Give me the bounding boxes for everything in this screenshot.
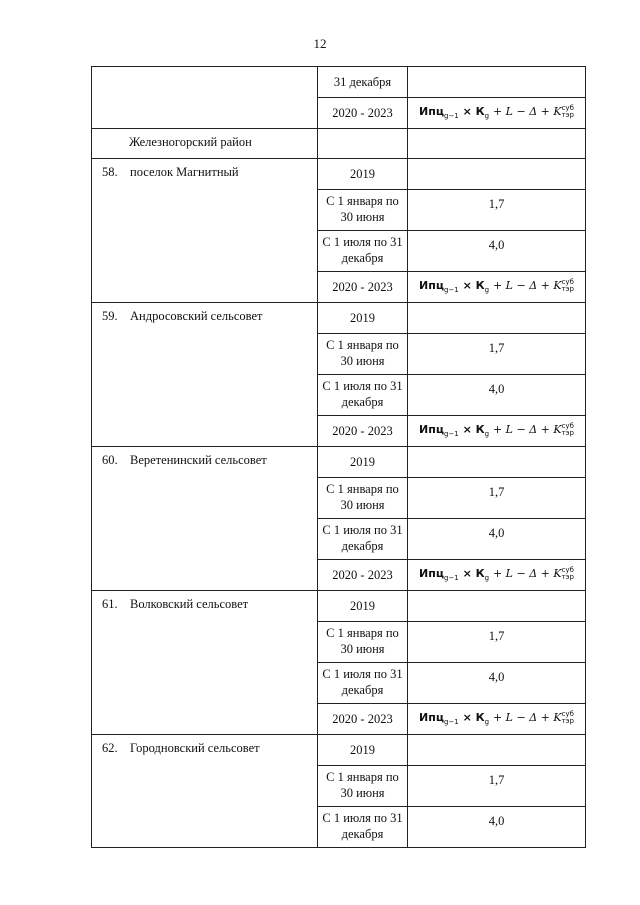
- period-cell: 2020 - 2023: [318, 704, 408, 735]
- formula-ipc: Ипц: [419, 711, 444, 724]
- formula-rest: + L − Δ + K: [492, 105, 562, 118]
- value-cell: 4,0: [408, 231, 586, 272]
- settlement-number: 58.: [102, 165, 118, 179]
- value-cell: [408, 303, 586, 334]
- settlement-cell: [92, 735, 318, 848]
- formula-ipc: Ипц: [419, 567, 444, 580]
- period-cell: 2019: [318, 735, 408, 766]
- formula-k: К: [475, 105, 485, 118]
- formula-text: [408, 272, 585, 294]
- formula-text: [408, 98, 585, 120]
- tariff-table-body: [92, 67, 586, 848]
- formula-k-sub: тэр: [561, 429, 574, 437]
- formula-k-sup: суб: [561, 710, 574, 718]
- formula-times: ×: [462, 711, 472, 724]
- formula-k-sup: суб: [561, 422, 574, 430]
- formula-ipc-index: g−1: [444, 574, 459, 583]
- district-cell: [92, 129, 318, 159]
- formula-k-sub: тэр: [561, 717, 574, 725]
- period-cell: 2020 - 2023: [318, 416, 408, 447]
- period-cell: 2020 - 2023: [318, 272, 408, 303]
- value-cell: [408, 447, 586, 478]
- formula-ipc: Ипц: [419, 105, 444, 118]
- period-cell: С 1 января по 30 июня: [318, 190, 408, 231]
- formula-rest: + L − Δ + K: [492, 567, 562, 580]
- formula-k: К: [475, 279, 485, 292]
- period-cell: С 1 июля по 31 декабря: [318, 663, 408, 704]
- formula-times: ×: [462, 423, 472, 436]
- value-cell: [408, 735, 586, 766]
- formula-k: К: [475, 423, 485, 436]
- period-cell: 2020 - 2023: [318, 560, 408, 591]
- value-cell: 4,0: [408, 663, 586, 704]
- value-cell: [408, 272, 586, 303]
- formula-k-sub: тэр: [561, 573, 574, 581]
- settlement-cell: [92, 591, 318, 735]
- formula-rest: + L − Δ + K: [492, 711, 562, 724]
- formula-k-index: g: [484, 112, 490, 121]
- formula-k-sub: тэр: [561, 111, 574, 119]
- value-cell: 1,7: [408, 334, 586, 375]
- period-cell: 2019: [318, 159, 408, 190]
- value-cell: 4,0: [408, 807, 586, 848]
- table-row: [92, 447, 586, 478]
- value-cell: 4,0: [408, 519, 586, 560]
- formula-ipc-index: g−1: [444, 430, 459, 439]
- settlement-number: 61.: [102, 597, 118, 611]
- formula-text: [408, 704, 585, 726]
- formula-ipc-index: g−1: [444, 286, 459, 295]
- settlement-cell: [92, 159, 318, 303]
- formula-times: ×: [462, 105, 472, 118]
- period-cell: 2019: [318, 447, 408, 478]
- period-cell: 2020 - 2023: [318, 98, 408, 129]
- table-row: [92, 303, 586, 334]
- formula-k: К: [475, 711, 485, 724]
- formula-times: ×: [462, 279, 472, 292]
- formula-times: ×: [462, 567, 472, 580]
- period-cell: С 1 января по 30 июня: [318, 478, 408, 519]
- settlement-number: 62.: [102, 741, 118, 755]
- period-cell: С 1 июля по 31 декабря: [318, 231, 408, 272]
- settlement-name: Городновский сельсовет: [130, 741, 260, 755]
- value-cell: [408, 416, 586, 447]
- formula-ipc: Ипц: [419, 423, 444, 436]
- value-cell: [408, 159, 586, 190]
- settlement-cell: [92, 303, 318, 447]
- value-cell: 1,7: [408, 190, 586, 231]
- tariff-table: [91, 66, 586, 848]
- table-row: [92, 591, 586, 622]
- formula-k-index: g: [484, 574, 490, 583]
- formula-k-index: g: [484, 430, 490, 439]
- settlement-number: 60.: [102, 453, 118, 467]
- formula-rest: + L − Δ + K: [492, 279, 562, 292]
- formula-text: [408, 560, 585, 582]
- period-cell: 2019: [318, 303, 408, 334]
- value-cell: 1,7: [408, 622, 586, 663]
- settlement-name: Волковский сельсовет: [130, 597, 249, 611]
- formula-rest: + L − Δ + K: [492, 423, 562, 436]
- value-cell: 1,7: [408, 766, 586, 807]
- formula-k-index: g: [484, 286, 490, 295]
- value-cell: [408, 560, 586, 591]
- value-cell: 4,0: [408, 375, 586, 416]
- period-cell: С 1 июля по 31 декабря: [318, 807, 408, 848]
- formula-k: К: [475, 567, 485, 580]
- formula-k-index: g: [484, 718, 490, 727]
- value-cell: [408, 591, 586, 622]
- formula-k-sup: суб: [561, 566, 574, 574]
- settlement-name: Андросовский сельсовет: [130, 309, 263, 323]
- formula-ipc: Ипц: [419, 279, 444, 292]
- table-row: [92, 735, 586, 766]
- formula-k-sup: суб: [561, 278, 574, 286]
- period-cell: С 1 июля по 31 декабря: [318, 375, 408, 416]
- period-cell: С 1 января по 30 июня: [318, 766, 408, 807]
- period-cell: С 1 января по 30 июня: [318, 334, 408, 375]
- period-cell: 31 декабря: [318, 67, 408, 98]
- value-cell: [408, 129, 586, 159]
- period-cell: С 1 июля по 31 декабря: [318, 519, 408, 560]
- period-cell: С 1 января по 30 июня: [318, 622, 408, 663]
- value-cell: 1,7: [408, 478, 586, 519]
- settlement-name: Веретенинский сельсовет: [130, 453, 267, 467]
- table-row: [92, 159, 586, 190]
- period-cell: [318, 129, 408, 159]
- district-row: [92, 129, 586, 159]
- settlement-cell: [92, 447, 318, 591]
- settlement-number: 59.: [102, 309, 118, 323]
- formula-ipc-index: g−1: [444, 112, 459, 121]
- value-cell: [408, 98, 586, 129]
- settlement-cell: [92, 67, 318, 129]
- formula-k-sup: суб: [561, 104, 574, 112]
- formula-text: [408, 416, 585, 438]
- table-row: [92, 67, 586, 98]
- value-cell: [408, 704, 586, 735]
- formula-ipc-index: g−1: [444, 718, 459, 727]
- value-cell: [408, 67, 586, 98]
- district-name: Железногорский район: [129, 135, 252, 149]
- period-cell: 2019: [318, 591, 408, 622]
- settlement-name: поселок Магнитный: [130, 165, 239, 179]
- page-number: 12: [313, 36, 327, 51]
- formula-k-sub: тэр: [561, 285, 574, 293]
